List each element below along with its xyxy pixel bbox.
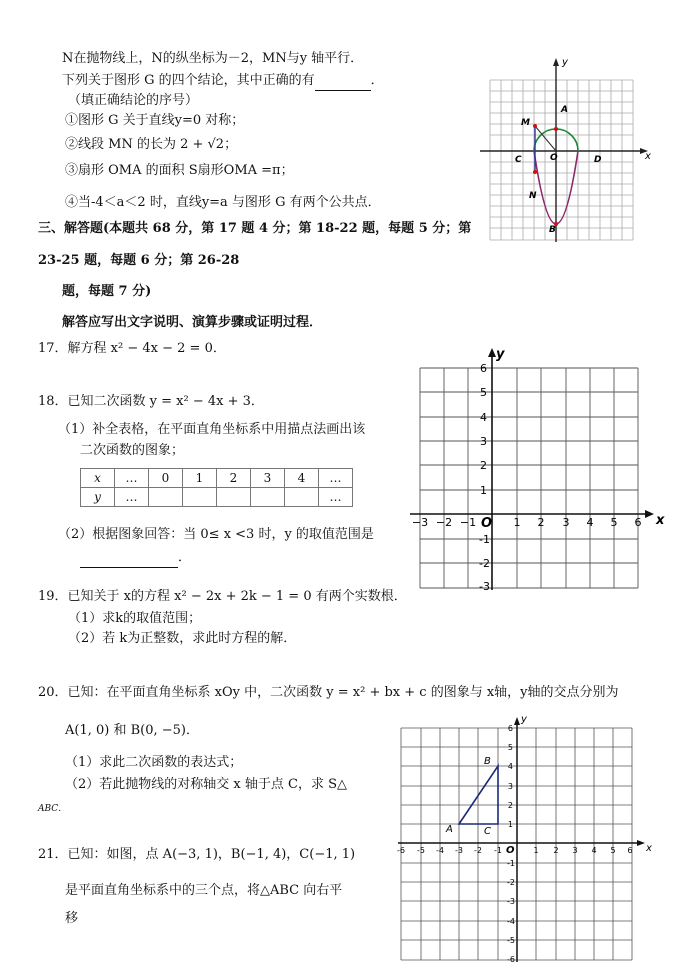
y-tick-label: 1 bbox=[507, 820, 513, 829]
q17-text: 17．解方程 x² − 4x − 2 = 0． bbox=[38, 341, 226, 356]
table-cell: 3 bbox=[251, 469, 285, 488]
table-cell-input[interactable] bbox=[217, 488, 251, 507]
y-tick-label: 2 bbox=[480, 459, 487, 472]
y-tick-label: -3 bbox=[507, 897, 515, 906]
q16-conclusion-2: ②线段 MN 的长为 2 + √2； bbox=[65, 137, 238, 152]
table-cell-input[interactable] bbox=[149, 488, 183, 507]
x-tick-label: -6 bbox=[397, 846, 405, 855]
y-axis-label: y bbox=[521, 714, 527, 725]
q20-part2-end: ABC． bbox=[38, 804, 68, 814]
x-tick-label: -4 bbox=[436, 846, 444, 855]
x-tick-label: 6 bbox=[634, 516, 642, 529]
label-c: C bbox=[515, 155, 522, 165]
y-tick-labels bbox=[479, 362, 493, 593]
y-tick-label: -3 bbox=[479, 580, 490, 593]
q21-line3: 移 bbox=[65, 911, 79, 926]
x-axis-label: x bbox=[646, 843, 652, 854]
y-tick-label: -4 bbox=[507, 917, 515, 926]
q18-answer-blank[interactable] bbox=[80, 549, 178, 568]
q16-line1: N在抛物线上，N的纵坐标为－2，MN与y 轴平行． bbox=[62, 51, 364, 66]
q21-stem: 21．已知：如图，点 A(−3, 1)，B(−1, 4)，C(−1, 1) bbox=[38, 847, 356, 862]
x-tick-label: 5 bbox=[610, 516, 618, 529]
x-tick-label: 2 bbox=[537, 516, 545, 529]
table-cell: 1 bbox=[183, 469, 217, 488]
origin-label: O bbox=[481, 516, 493, 531]
label-a: A bbox=[561, 105, 568, 115]
point-n bbox=[533, 170, 537, 174]
y-axis-arrow-icon bbox=[488, 348, 496, 357]
table-cell: … bbox=[115, 469, 149, 488]
y-axis-arrow-icon bbox=[514, 717, 520, 725]
y-tick-label: 4 bbox=[480, 411, 487, 424]
y-axis-label: y bbox=[496, 347, 505, 362]
table-cell: … bbox=[319, 488, 353, 507]
q18-part1-b: 二次函数的图象； bbox=[80, 443, 185, 458]
table-cell: x bbox=[81, 469, 115, 488]
table-cell: 0 bbox=[149, 469, 183, 488]
y-tick-label: -2 bbox=[479, 557, 490, 570]
x-tick-label: -1 bbox=[494, 846, 502, 855]
table-cell: 4 bbox=[285, 469, 319, 488]
q16-conclusion-4: ④当-4＜a＜2 时，直线y=a 与图形 G 有两个公共点． bbox=[65, 195, 381, 210]
table-cell: 2 bbox=[217, 469, 251, 488]
y-tick-label: 4 bbox=[507, 762, 513, 771]
label-m: M bbox=[521, 118, 530, 128]
x-tick-label: 3 bbox=[572, 846, 578, 855]
x-tick-label: -3 bbox=[455, 846, 463, 855]
x-tick-label: 2 bbox=[553, 846, 559, 855]
point-a bbox=[554, 127, 558, 131]
q19-part2: （2）若 k为正整数，求此时方程的解． bbox=[68, 631, 297, 646]
section3-heading-line3: 题，每题 7 分) bbox=[62, 284, 152, 299]
q19-stem: 19．已知关于 x的方程 x² − 2x + 2k − 1 = 0 有两个实数根． bbox=[38, 589, 407, 604]
q16-grid bbox=[490, 80, 633, 240]
q20-part2: （2）若此抛物线的对称轴交 x 轴于点 C，求 S△ bbox=[65, 777, 347, 792]
y-tick-label: 6 bbox=[480, 362, 487, 375]
x-tick-label: −3 bbox=[411, 516, 429, 529]
x-axis-label: x bbox=[656, 513, 665, 528]
q16-answer-blank[interactable] bbox=[315, 72, 371, 91]
q18-grid bbox=[420, 368, 638, 588]
q18-value-table bbox=[80, 468, 353, 507]
y-tick-label: -1 bbox=[479, 533, 490, 546]
y-tick-label: 3 bbox=[480, 435, 487, 448]
y-tick-label: 1 bbox=[480, 484, 487, 497]
x-tick-labels bbox=[412, 516, 642, 529]
table-row-y bbox=[81, 488, 353, 507]
x-tick-label: -2 bbox=[474, 846, 482, 855]
y-tick-labels bbox=[507, 724, 515, 964]
q21-figure bbox=[395, 712, 660, 967]
section3-heading-line1: 三、解答题(本题共 68 分，第 17 题 4 分；第 18-22 题，每题 5 分；第 bbox=[38, 221, 472, 236]
y-tick-label: 6 bbox=[507, 724, 513, 733]
q20-points: A(1, 0) 和 B(0, −5)． bbox=[65, 723, 199, 738]
q20-stem: 20．已知：在平面直角坐标系 xOy 中，二次函数 y = x² + bx + c 的图象与 x轴，y轴的交点分别为 bbox=[38, 685, 619, 700]
y-tick-label: 3 bbox=[507, 782, 513, 791]
y-tick-label: 5 bbox=[480, 386, 487, 399]
q19-part1: （1）求k的取值范围； bbox=[68, 611, 202, 626]
x-tick-label: 6 bbox=[627, 846, 633, 855]
q20-part1: （1）求此二次函数的表达式； bbox=[65, 755, 243, 770]
x-tick-label: 5 bbox=[610, 846, 616, 855]
q16-conclusion-1: ①图形 G 关于直线y=0 对称； bbox=[65, 113, 245, 128]
q16-conclusion-3: ③扇形 OMA 的面积 S扇形OMA =π； bbox=[65, 163, 294, 178]
x-tick-label: 4 bbox=[591, 846, 597, 855]
q18-part2: （2）根据图象回答：当 0≤ x <3 时，y 的取值范围是 bbox=[58, 527, 374, 542]
table-row-x bbox=[81, 469, 353, 488]
x-tick-label: 4 bbox=[586, 516, 594, 529]
table-cell: … bbox=[319, 469, 353, 488]
x-tick-label: 1 bbox=[533, 846, 539, 855]
y-tick-label: -1 bbox=[507, 859, 515, 868]
x-tick-label: 3 bbox=[562, 516, 570, 529]
x-axis-arrow-icon bbox=[645, 510, 654, 518]
y-axis-label: y bbox=[562, 57, 568, 68]
label-b: B bbox=[484, 756, 491, 767]
x-tick-label: −1 bbox=[459, 516, 477, 529]
q18-part2-answer: ． bbox=[80, 549, 191, 568]
x-axis-arrow-icon bbox=[637, 840, 645, 846]
q16-line3: （填正确结论的序号） bbox=[68, 93, 199, 108]
q21-line2: 是平面直角坐标系中的三个点，将△ABC 向右平 bbox=[65, 883, 343, 898]
label-b: B bbox=[549, 225, 556, 235]
table-cell-input[interactable] bbox=[183, 488, 217, 507]
point-m bbox=[533, 124, 537, 128]
label-o: O bbox=[550, 153, 558, 163]
label-a: A bbox=[446, 824, 453, 835]
triangle-abc bbox=[459, 766, 498, 824]
q18-figure bbox=[400, 340, 675, 595]
q18-stem: 18．已知二次函数 y = x² − 4x + 3． bbox=[38, 394, 264, 409]
y-tick-label: -2 bbox=[507, 878, 515, 887]
y-tick-label: 5 bbox=[507, 743, 513, 752]
table-cell: … bbox=[115, 488, 149, 507]
x-tick-label: −2 bbox=[435, 516, 453, 529]
x-tick-label: -5 bbox=[417, 846, 425, 855]
y-axis-arrow-icon bbox=[553, 58, 559, 66]
label-d: D bbox=[594, 155, 602, 165]
y-tick-label: -6 bbox=[507, 955, 515, 964]
section3-instruction: 解答应写出文字说明、演算步骤或证明过程． bbox=[62, 315, 323, 330]
q16-figure bbox=[478, 52, 658, 244]
label-n: N bbox=[529, 191, 537, 201]
q18-part1-a: （1）补全表格，在平面直角坐标系中用描点法画出该 bbox=[58, 422, 366, 437]
table-cell-input[interactable] bbox=[285, 488, 319, 507]
x-tick-labels bbox=[397, 846, 633, 855]
origin-label: O bbox=[506, 845, 515, 856]
label-c: C bbox=[484, 826, 491, 837]
y-tick-label: 2 bbox=[507, 801, 513, 810]
section3-heading-line2: 23-25 题，每题 6 分；第 26-28 bbox=[38, 253, 240, 268]
q16-line2: 下列关于图形 G 的四个结论，其中正确的有 ． bbox=[62, 72, 384, 91]
x-axis-label: x bbox=[645, 151, 651, 162]
y-tick-label: -5 bbox=[507, 936, 515, 945]
x-tick-label: 1 bbox=[513, 516, 521, 529]
table-cell: y bbox=[81, 488, 115, 507]
table-cell-input[interactable] bbox=[251, 488, 285, 507]
